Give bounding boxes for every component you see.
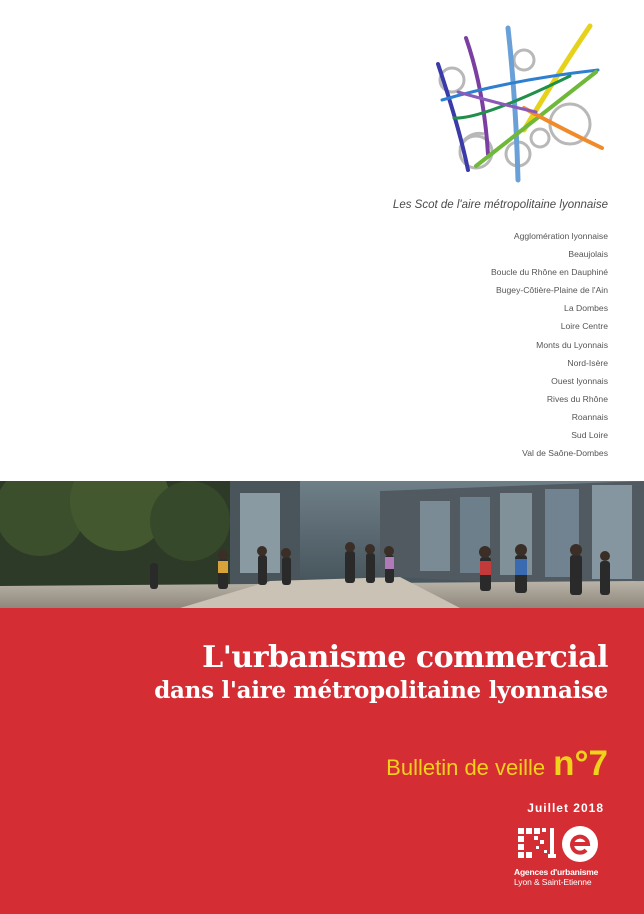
list-item: Nord-Isère bbox=[567, 357, 608, 368]
list-item: Sud Loire bbox=[571, 430, 608, 441]
bulletin-label: Bulletin de veille bbox=[386, 755, 546, 780]
title-line-2: dans l'aire métropolitaine lyonnaise bbox=[154, 677, 608, 704]
list-item: Monts du Lyonnais bbox=[536, 339, 608, 350]
bulletin-heading bbox=[386, 744, 608, 784]
agency-name bbox=[514, 867, 598, 887]
list-item: Loire Centre bbox=[560, 321, 608, 332]
bulletin-number: n°7 bbox=[553, 744, 608, 783]
agency-name-line-1: Agences d'urbanisme bbox=[514, 867, 599, 877]
agency-name-line-2: Lyon & Saint-Etienne bbox=[514, 877, 592, 887]
list-item: Bugey-Côtière-Plaine de l'Ain bbox=[496, 285, 608, 296]
list-item: Val de Saône-Dombes bbox=[522, 448, 608, 459]
scot-list bbox=[491, 227, 608, 462]
publication-date: Juillet 2018 bbox=[527, 801, 604, 815]
scot-brush-logo-icon bbox=[420, 20, 620, 200]
list-item: Beaujolais bbox=[568, 249, 608, 260]
list-item: Agglomération lyonnaise bbox=[513, 231, 608, 241]
list-item: Boucle du Rhône en Dauphiné bbox=[490, 267, 608, 278]
cover-photo bbox=[0, 481, 644, 608]
list-item: Ouest lyonnais bbox=[551, 375, 608, 386]
title-line-1: L'urbanisme commercial bbox=[202, 640, 608, 675]
scot-subtitle: Les Scot de l'aire métropolitaine lyonnaise bbox=[392, 199, 608, 211]
list-item: Rives du Rhône bbox=[546, 393, 608, 404]
page-title bbox=[154, 640, 608, 706]
list-item: La Dombes bbox=[564, 303, 608, 314]
agency-logo-icon bbox=[514, 822, 606, 870]
list-item: Roannais bbox=[571, 411, 608, 422]
